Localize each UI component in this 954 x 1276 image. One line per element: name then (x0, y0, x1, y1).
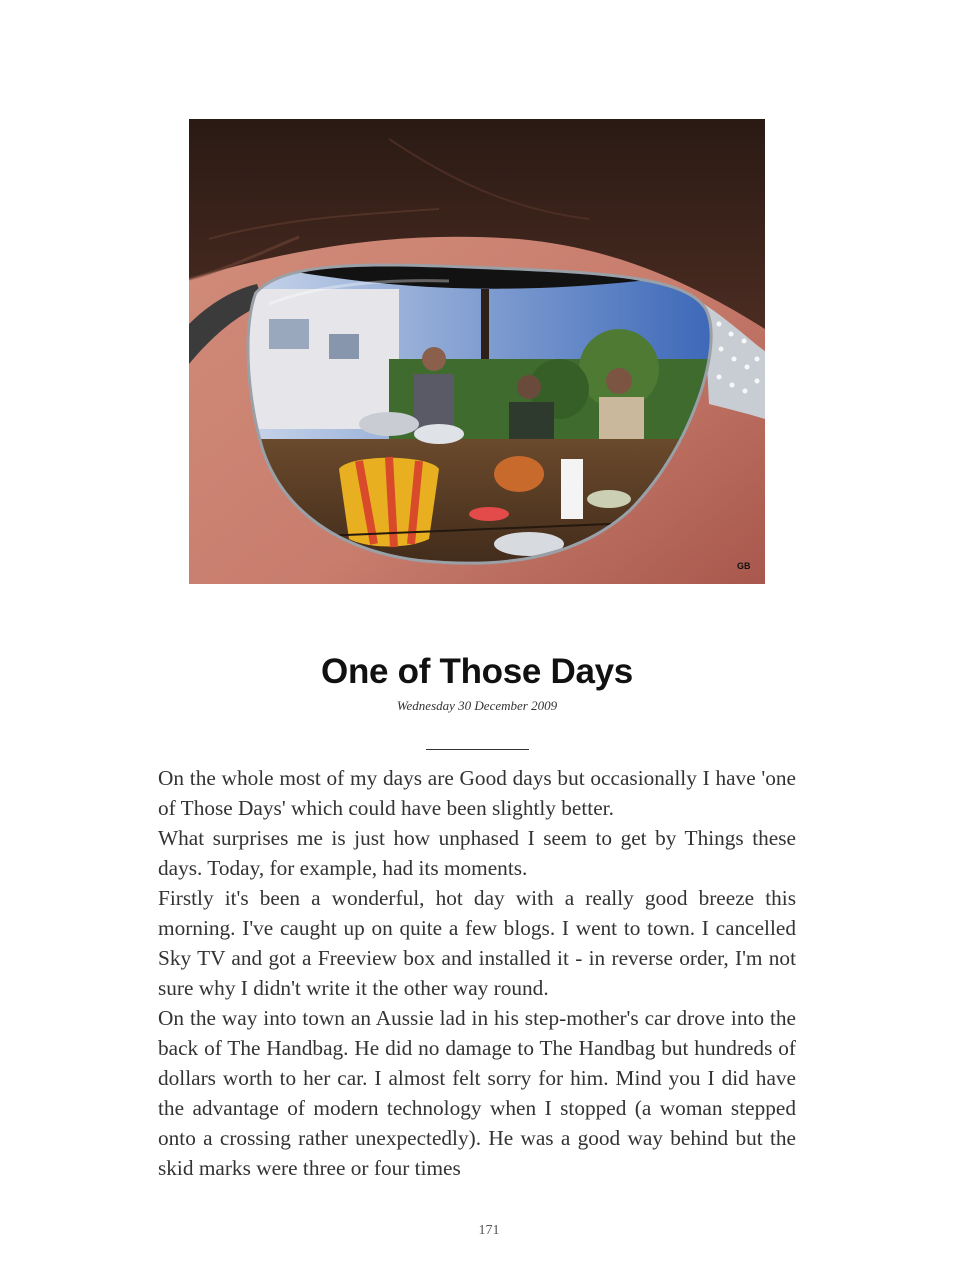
post-paragraph: On the way into town an Aussie lad in his step-mother's car drove into the back of The Handbag. He did no damage to The Handbag but hundreds of dollars worth to her car. I almost felt sorry for him. Mind you I did have the advantage of modern technology when I stopped (a woman stepped onto a crossing rather unexpectedly). He was a good way behind but the skid marks were three or four times (158, 1006, 796, 1180)
post-date: Wednesday 30 December 2009 (396, 698, 558, 713)
post-title: One of Those Days (321, 652, 633, 691)
sunglasses-photo (189, 119, 765, 584)
post-body (158, 763, 796, 1183)
post-paragraph: On the whole most of my days are Good days but occasionally I have 'one of Those Days' which could have been slightly better. (158, 766, 796, 820)
photo-credit: GB (737, 561, 751, 571)
post-paragraph: Firstly it's been a wonderful, hot day with a really good breeze this morning. I've caught up on quite a few blogs. I went to town. I cancelled Sky TV and got a Freeview box and installed it - in reverse order, I'm not sure why I didn't write it the other way round. (158, 886, 796, 1000)
post-paragraph: What surprises me is just how unphased I seem to get by Things these days. Today, for example, had its moments. (158, 826, 796, 880)
title-divider (426, 749, 529, 750)
page-number: 171 (478, 1223, 500, 1238)
